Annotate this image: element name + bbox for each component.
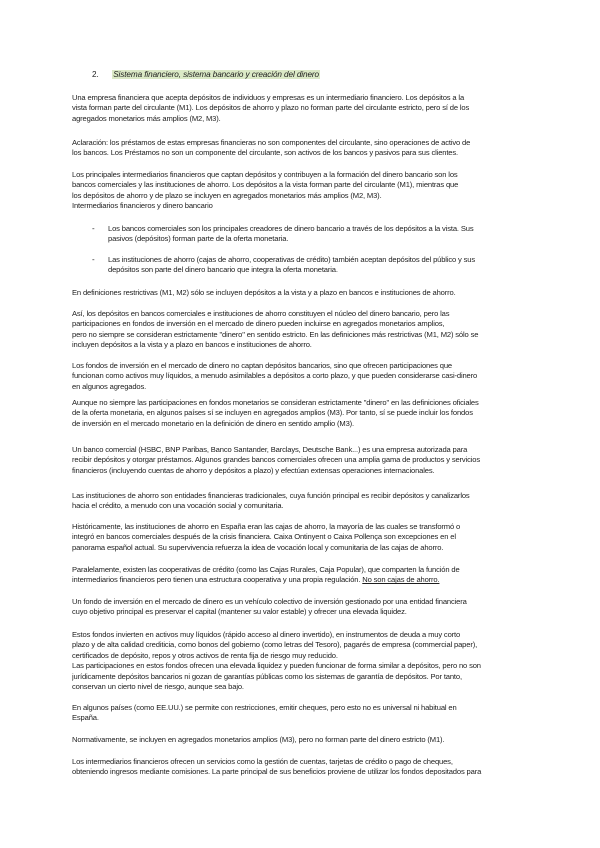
text-line: España.: [72, 713, 99, 723]
bullet-item: [108, 224, 530, 245]
text-line: recibir depósitos y otorgar préstamos. Algunos grandes bancos comerciales ofrecen una amplia gama de productos y servicios: [72, 455, 481, 465]
text-line: bancos comerciales y las instituciones de ahorro. Los depósitos a la vista forman parte del circulante (M1), mientras que: [72, 180, 459, 190]
text-line: obteniendo ingresos mediante comisiones. La parte principal de sus beneficios proviene de utilizar los fondos depositados para: [72, 767, 482, 777]
paragraph: [72, 735, 530, 745]
text-line: En algunos países (como EE.UU.) se permite con restricciones, emitir cheques, pero esto no es universal ni habitual en: [72, 703, 457, 712]
text-line: financieros (incluyendo cuentas de ahorro y depósitos a plazo) y efectúan extensas operaciones internacionales.: [72, 465, 435, 475]
paragraph: [72, 491, 530, 512]
text-line: agregados monetarios más amplios (M2, M3).: [72, 113, 221, 123]
section-title: Sistema financiero, sistema bancario y creación del dinero: [113, 70, 320, 79]
text-line: Una empresa financiera que acepta depósitos de individuos y empresas es un intermediario financiero. Los depósitos a la: [72, 93, 465, 102]
paragraph-intermediary: [72, 93, 530, 124]
text-line: Un banco comercial (HSBC, BNP Paribas, Banco Santander, Barclays, Deutsche Bank...) es una empresa autorizada para: [72, 445, 468, 454]
paragraph: [72, 361, 530, 392]
text-line: funcionan como activos muy líquidos, a menudo asimilables a depósitos a corto plazo, y que pueden considerarse casi-dinero: [72, 371, 478, 381]
text-line: Las instituciones de ahorro (cajas de ahorro, cooperativas de crédito) también aceptan depósitos del público y sus: [108, 255, 476, 264]
paragraph-clarification: [72, 138, 530, 159]
text-line: Aunque no siempre las participaciones en fondos monetarios se consideran estrictamente "dinero" en las definiciones oficiales: [72, 398, 479, 407]
text-line: certificados de depósito, repos y otros activos de renta fija de riesgo muy reducido.: [72, 650, 338, 660]
text-line: de inversión en el mercado monetario en la definición de dinero en sentido amplio (M3).: [72, 418, 355, 428]
text-line: Las participaciones en estos fondos ofrecen una elevada liquidez y pueden funcionar de forma similar a depósitos, pero no son: [72, 661, 481, 671]
text-line: Los principales intermediarios financieros que captan depósitos y contribuyen a la formación del dinero bancario son los: [72, 170, 458, 179]
text-line: pasivos (depósitos) forman parte de la oferta monetaria.: [108, 234, 289, 244]
text-line: cuyo objetivo principal es preservar el capital (mantener su valor estable) y ofrecer una elevada liquidez.: [72, 607, 407, 617]
bullet-dash: -: [92, 224, 95, 233]
section-heading: [92, 70, 320, 79]
text-run: intermediarios financieros pero tienen una estructura cooperativa y una propia regulación.: [72, 575, 363, 585]
text-line: Aclaración: los préstamos de estas empresas financieras no son componentes del circulante, sino operaciones de activo de: [72, 138, 471, 147]
bullet-dash: -: [92, 255, 95, 264]
paragraph: [72, 757, 530, 778]
text-line: conservan un cierto nivel de riesgo, aunque sea bajo.: [72, 682, 244, 692]
paragraph: [72, 630, 530, 692]
text-line: Paralelamente, existen las cooperativas de crédito (como las Cajas Rurales, Caja Popular), que comparten la función de: [72, 565, 460, 574]
text-line: Las instituciones de ahorro son entidades financieras tradicionales, cuya función principal es recibir depósitos y canalizarlos: [72, 491, 470, 500]
bullet-item: [108, 255, 530, 276]
paragraph-cooperatives: [72, 565, 530, 586]
underlined-text: No son cajas de ahorro.: [362, 575, 440, 585]
text-line: de la oferta monetaria, en algunos países sí se incluyen en agregados amplios (M3). Por tanto, sí se puede incluir los fondos: [72, 408, 473, 418]
text-line: Así, los depósitos en bancos comerciales e instituciones de ahorro constituyen el núcleo del dinero bancario, pero las: [72, 309, 450, 318]
paragraph: [72, 522, 530, 553]
text-line: pero no siempre se consideran estrictamente "dinero" en sentido estricto. En las definiciones más restrictivas (M1, M2) sólo se: [72, 329, 479, 339]
subheading-line: Intermediarios financieros y dinero bancario: [72, 201, 213, 211]
text-line: Los fondos de inversión en el mercado de dinero no captan depósitos bancarios, sino que ofrecen participaciones que: [72, 361, 452, 370]
paragraph: [72, 445, 530, 476]
text-line: Estos fondos invierten en activos muy líquidos (rápido acceso al dinero invertido), en instrumentos de deuda a muy corto: [72, 630, 461, 639]
paragraph: [72, 398, 530, 429]
text-line: Históricamente, las instituciones de ahorro en España eran las cajas de ahorro, la mayoría de las cuales se transformó o: [72, 522, 461, 531]
text-line: Un fondo de inversión en el mercado de dinero es un vehículo colectivo de inversión gestionado por una entidad financiera: [72, 597, 467, 606]
text-line: Los bancos comerciales son los principales creadores de dinero bancario a través de los depósitos a la vista. Sus: [108, 224, 474, 233]
text-line: hacia el crédito, a menudo con una vocación social y comunitaria.: [72, 501, 284, 511]
text-line: vista forman parte del circulante (M1). Los depósitos de ahorro y plazo no forman parte del circulante estricto, pero sí de los: [72, 103, 470, 113]
text-line: integró en bancos comerciales después de la crisis financiera. Caixa Ontinyent o Caixa Pollença son excepciones en el: [72, 532, 456, 542]
paragraph: [72, 703, 530, 724]
text-line: los depósitos de ahorro y de plazo se incluyen en agregados monetarios más amplios (M2, M3).: [72, 190, 382, 200]
text-line: En definiciones restrictivas (M1, M2) sólo se incluyen depósitos a la vista y a plazo en bancos e instituciones de ahorro.: [72, 288, 456, 297]
paragraph-main-intermediaries: [72, 170, 530, 212]
paragraph: [72, 288, 530, 298]
text-line: depósitos son parte del dinero bancario que integra la oferta monetaria.: [108, 265, 338, 275]
text-line: los bancos. Los Préstamos no son un componente del circulante, son activos de los bancos y pasivos para sus clientes.: [72, 148, 458, 158]
text-line: en algunos agregados.: [72, 381, 147, 391]
text-line: Los intermediarios financieros ofrecen un servicios como la gestión de cuentas, tarjetas de crédito o pago de cheques,: [72, 757, 453, 766]
section-number: 2.: [92, 70, 99, 79]
text-line: participaciones en fondos de inversión en el mercado de dinero pueden incluirse en agregados monetarios amplios,: [72, 319, 445, 329]
text-line: jurídicamente depósitos bancarios ni gozan de garantías públicas como los sistemas de garantía de depósitos. Por tanto,: [72, 671, 462, 681]
paragraph: [72, 309, 530, 351]
text-line: Normativamente, se incluyen en agregados monetarios amplios (M3), pero no forman parte del dinero estricto (M1).: [72, 735, 445, 744]
text-line: plazo y de alta calidad crediticia, como bonos del gobierno (como letras del Tesoro), pagarés de empresa (commercial paper),: [72, 640, 478, 650]
text-line: panorama español actual. Su supervivencia refuerza la idea de vocación local y comunitaria de las cajas de ahorro.: [72, 542, 444, 552]
text-line: incluyen depósitos a la vista y a plazo en bancos e instituciones de ahorro.: [72, 340, 312, 350]
text-line: [72, 575, 530, 585]
paragraph: [72, 597, 530, 618]
